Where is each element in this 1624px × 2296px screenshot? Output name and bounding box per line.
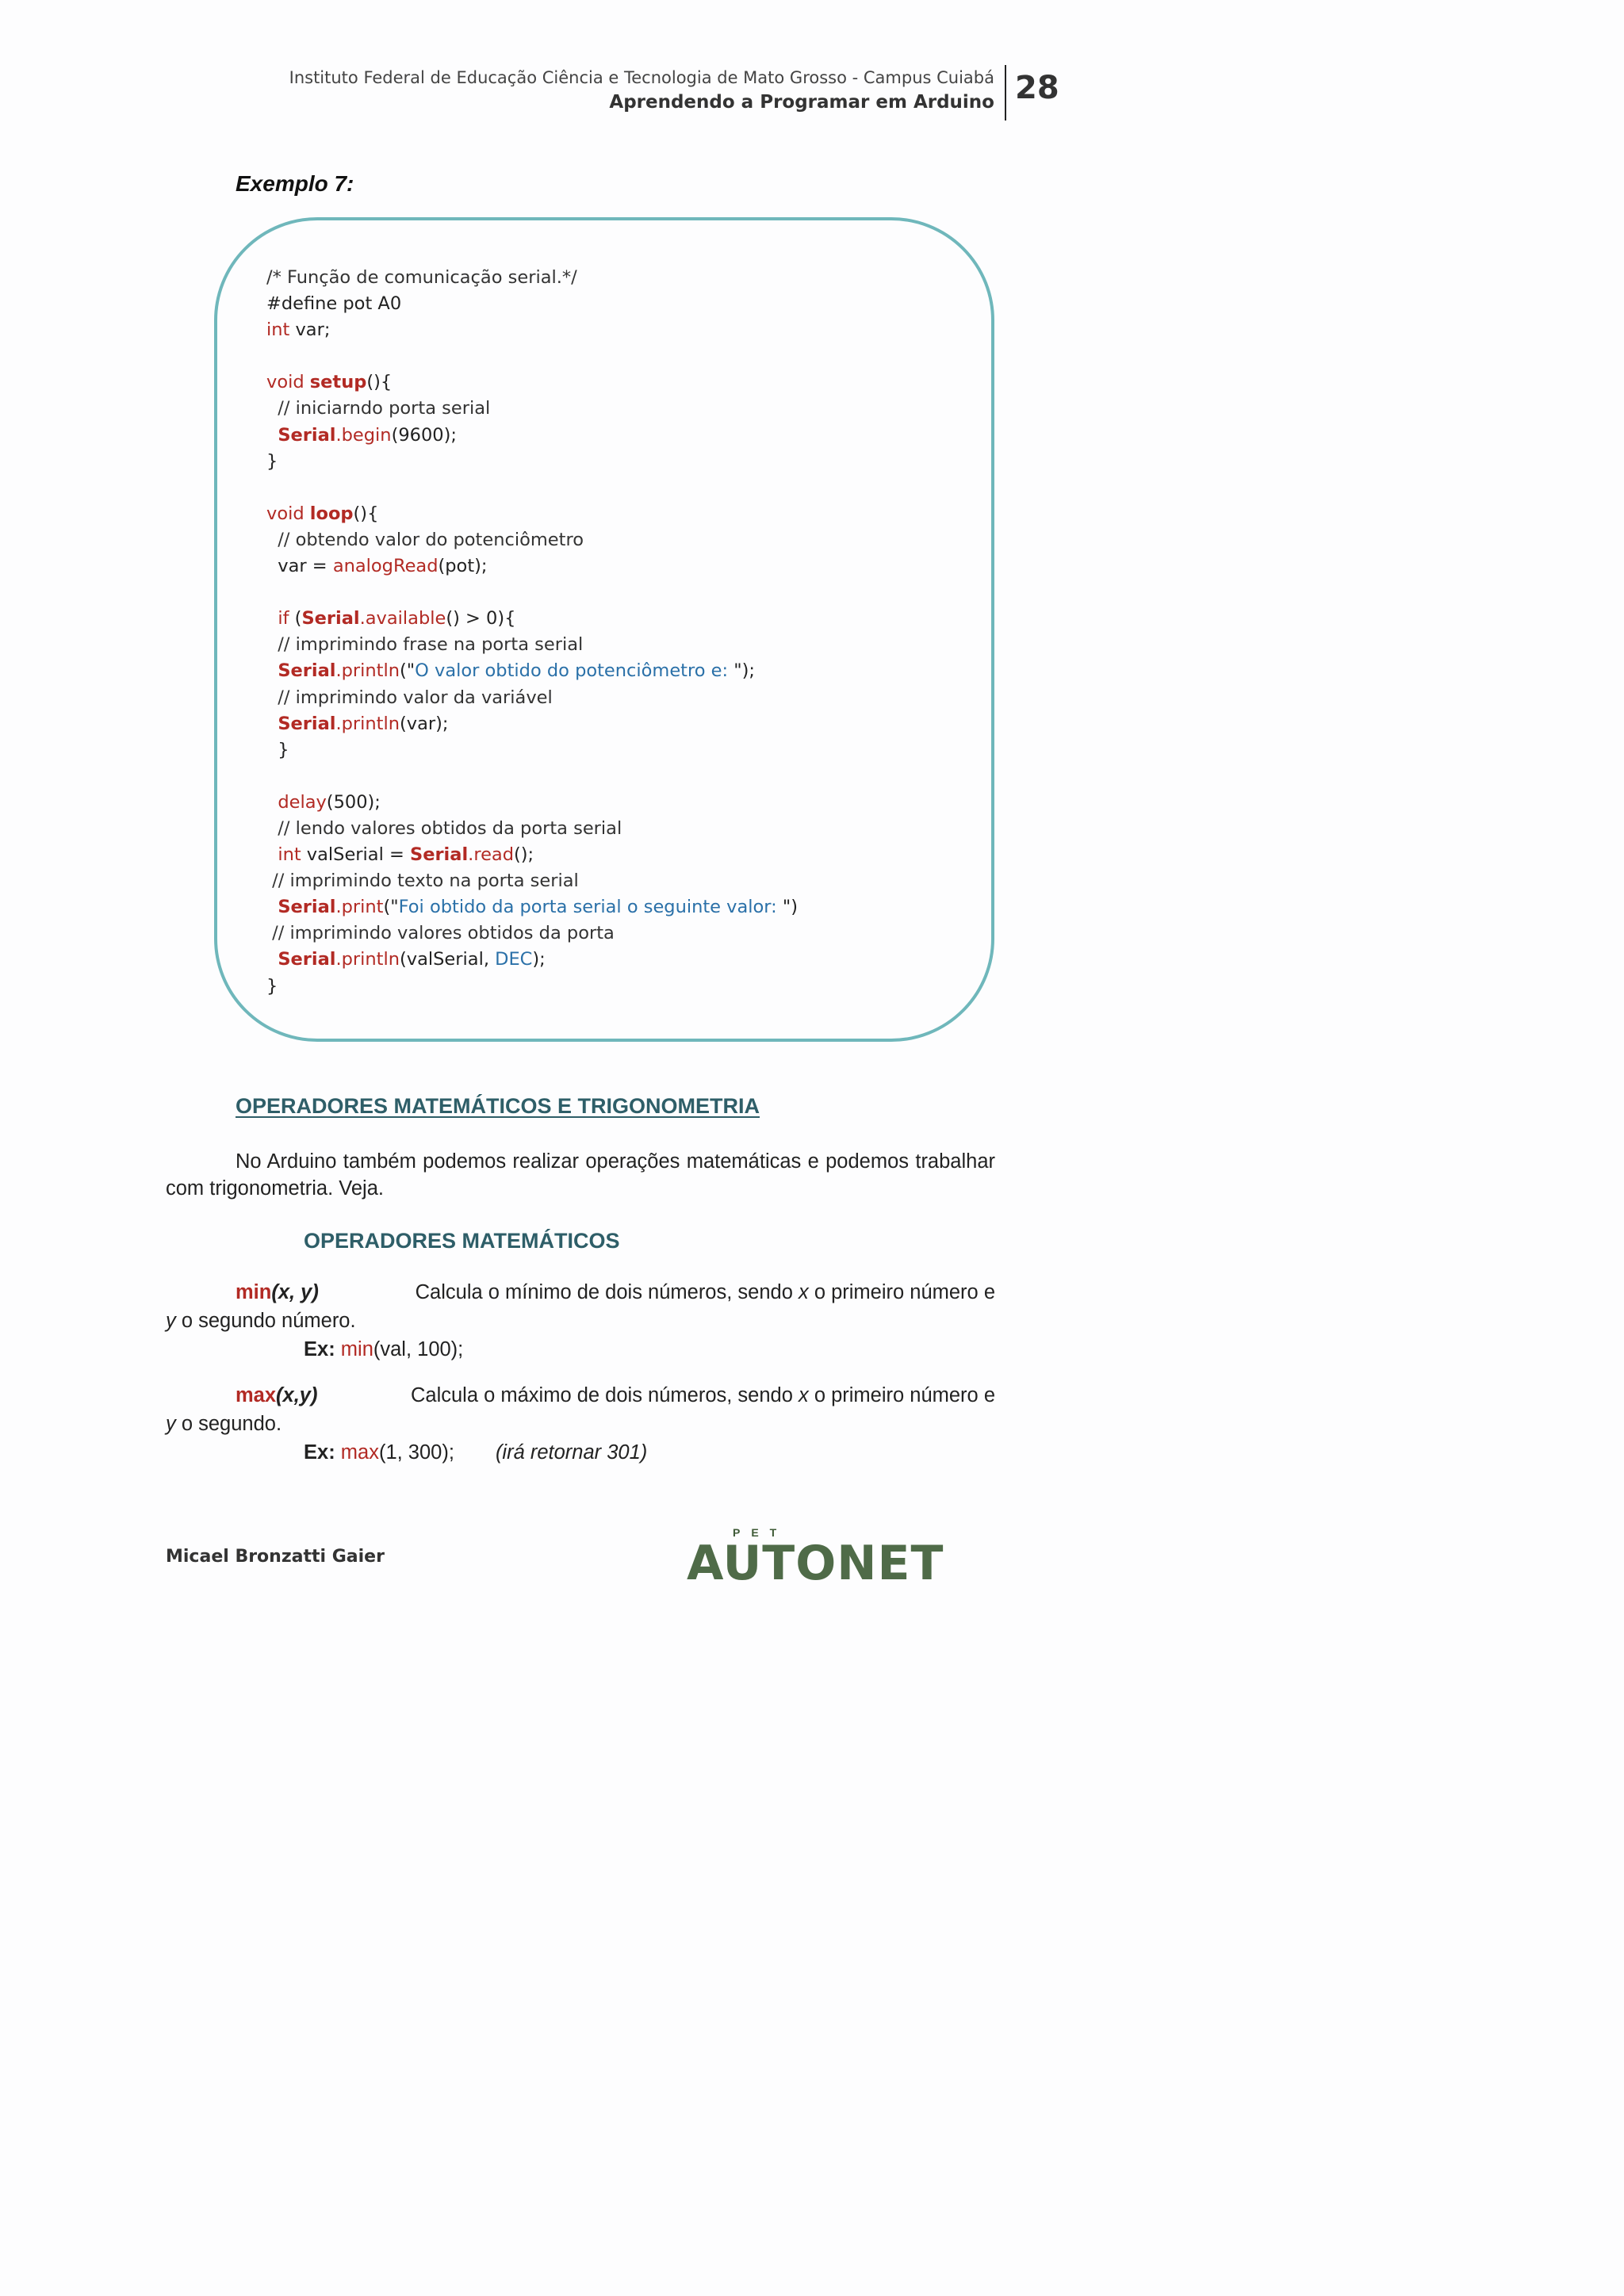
code-token: Foi obtido da porta serial o seguinte valor:	[398, 897, 783, 918]
operator-min-continuation	[166, 1307, 995, 1335]
code-token: ("	[400, 660, 416, 682]
code-token: (9600);	[391, 424, 457, 446]
operator-max-desc-b: o primeiro número e	[808, 1384, 995, 1406]
operator-max-ex-note: (irá retornar 301)	[495, 1441, 648, 1464]
code-token: }	[266, 975, 278, 997]
operator-min-args: (x, y)	[271, 1281, 319, 1303]
operator-min	[166, 1278, 995, 1364]
code-line	[266, 265, 980, 291]
code-token: valSerial =	[301, 844, 410, 866]
code-line	[266, 553, 980, 580]
code-token: .begin	[335, 424, 392, 446]
operator-min-head	[166, 1278, 995, 1307]
code-line	[266, 842, 980, 868]
code-line	[266, 449, 980, 475]
code-token: setup	[309, 372, 367, 393]
page-number: 28	[1015, 70, 1059, 106]
code-token: .println	[335, 949, 400, 970]
operator-max-description	[411, 1381, 995, 1410]
code-token	[266, 660, 278, 681]
code-token: // iniciarndo porta serial	[266, 398, 491, 419]
code-token: int	[266, 320, 290, 341]
operator-max	[166, 1381, 995, 1467]
code-line	[266, 790, 980, 816]
code-token: var =	[266, 556, 333, 577]
code-token: ");	[733, 660, 755, 682]
code-token: Serial	[410, 844, 469, 866]
code-line	[266, 974, 980, 1000]
code-token: DEC	[495, 949, 533, 970]
code-line	[266, 291, 980, 317]
code-line	[266, 423, 980, 449]
operator-max-signature	[236, 1381, 317, 1410]
operator-min-ex-label: Ex:	[304, 1338, 335, 1360]
code-token	[266, 714, 278, 734]
code-token: // imprimindo valor da variável	[266, 687, 553, 708]
code-token: void	[266, 503, 310, 524]
operator-min-desc-a: Calcula o mínimo de dois números, sendo	[415, 1281, 799, 1303]
code-line	[266, 606, 980, 632]
code-line	[266, 527, 980, 553]
code-token: (pot);	[438, 556, 488, 577]
code-token	[266, 608, 278, 629]
code-token: }	[266, 739, 289, 760]
code-token: Serial	[278, 713, 336, 734]
code-token: // lendo valores obtidos da porta serial	[266, 817, 622, 839]
operator-min-ex-args: (val, 100);	[373, 1338, 464, 1360]
code-token	[266, 792, 278, 813]
code-line	[266, 816, 980, 842]
code-line	[266, 685, 980, 711]
subsection-title: OPERADORES MATEMÁTICOS	[304, 1229, 620, 1253]
code-token: int	[278, 844, 301, 866]
code-line	[266, 711, 980, 737]
operator-max-ex-fn: max	[340, 1441, 379, 1464]
code-line	[266, 343, 980, 369]
code-token: if	[278, 608, 289, 629]
logo-pet-text: PET	[733, 1526, 788, 1539]
code-token: Serial	[278, 897, 336, 918]
code-token: .println	[335, 660, 400, 682]
code-token: (){	[353, 503, 379, 524]
code-token: var;	[289, 320, 331, 341]
footer-author: Micael Bronzatti Gaier	[166, 1547, 385, 1567]
code-token: // obtendo valor do potenciômetro	[266, 529, 584, 550]
code-token: (){	[366, 372, 393, 393]
code-token: ")	[782, 897, 799, 918]
operator-max-example	[166, 1438, 995, 1467]
code-token: Serial	[278, 424, 336, 446]
code-line	[266, 763, 980, 790]
code-line	[266, 947, 980, 973]
code-token: (500);	[326, 791, 381, 813]
code-listing	[266, 265, 980, 1000]
code-token: }	[266, 450, 278, 472]
code-token: ();	[514, 844, 534, 866]
code-token: Serial	[278, 660, 336, 682]
example-title: Exemplo 7:	[236, 171, 354, 196]
code-token: ("	[383, 897, 399, 918]
code-token: Serial	[278, 949, 336, 970]
code-line	[266, 317, 980, 343]
operator-min-cont-rest: o segundo número.	[175, 1310, 356, 1332]
operator-max-args: (x,y)	[276, 1384, 318, 1406]
code-token: () > 0){	[446, 608, 516, 629]
code-token: analogRead	[332, 556, 439, 577]
operator-min-desc-b: o primeiro número e	[808, 1281, 995, 1303]
code-line	[266, 658, 980, 684]
code-token: .println	[335, 713, 400, 734]
code-token: // imprimindo valores obtidos da porta	[266, 923, 615, 944]
code-line	[266, 501, 980, 527]
code-line	[266, 396, 980, 422]
operator-min-signature	[236, 1278, 319, 1307]
operator-min-description	[416, 1278, 995, 1307]
header-institution: Instituto Federal de Educação Ciência e Tecnologia de Mato Grosso - Campus Cuiabá	[289, 68, 994, 87]
code-token	[266, 844, 278, 865]
header-book-title: Aprendendo a Programar em Arduino	[609, 92, 994, 113]
logo-main-text: AUTONET	[687, 1536, 944, 1591]
code-token: .available	[359, 608, 446, 629]
code-token: .read	[468, 844, 514, 866]
operator-min-name: min	[236, 1281, 272, 1303]
code-token: loop	[309, 503, 354, 524]
operator-max-cont-rest: o segundo.	[175, 1413, 282, 1435]
operator-min-ex-fn: min	[340, 1338, 373, 1360]
operator-min-cont-y: y	[166, 1310, 176, 1332]
operator-min-desc-x: x	[798, 1281, 809, 1303]
operator-max-desc-a: Calcula o máximo de dois números, sendo	[410, 1384, 799, 1406]
operator-max-continuation	[166, 1410, 995, 1438]
operator-max-desc-x: x	[798, 1384, 809, 1406]
code-token: );	[532, 949, 546, 970]
code-token: (valSerial,	[400, 949, 496, 970]
code-line	[266, 920, 980, 947]
autonet-logo	[687, 1526, 944, 1591]
header-divider	[1005, 65, 1006, 121]
operator-max-ex-label: Ex:	[304, 1441, 335, 1464]
code-token	[266, 949, 278, 970]
operator-min-example	[166, 1335, 995, 1364]
code-token: (	[289, 608, 302, 629]
code-token: O valor obtido do potenciômetro e:	[415, 660, 734, 682]
operator-max-name: max	[236, 1384, 277, 1406]
code-line	[266, 580, 980, 606]
code-line	[266, 868, 980, 894]
code-token: // imprimindo texto na porta serial	[266, 871, 579, 892]
operator-max-head	[166, 1381, 995, 1410]
operator-max-cont-y: y	[166, 1413, 176, 1435]
code-token: #define pot A0	[266, 293, 402, 315]
code-token	[266, 897, 278, 917]
code-line	[266, 475, 980, 501]
section-paragraph: No Arduino também podemos realizar operações matemáticas e podemos trabalhar com trigonometria. Veja.	[166, 1150, 995, 1200]
code-token: void	[266, 372, 310, 393]
code-line	[266, 632, 980, 658]
code-token: Serial	[301, 608, 360, 629]
code-line	[266, 894, 980, 920]
code-line	[266, 737, 980, 763]
operator-max-ex-args: (1, 300);	[378, 1441, 454, 1464]
section-title: OPERADORES MATEMÁTICOS E TRIGONOMETRIA	[236, 1094, 760, 1118]
code-token: // imprimindo frase na porta serial	[266, 634, 584, 656]
code-token: (var);	[400, 713, 449, 734]
code-token: .print	[335, 897, 384, 918]
code-token: /* Função de comunicação serial.*/	[266, 267, 577, 288]
code-line	[266, 369, 980, 396]
code-token: delay	[278, 791, 327, 813]
code-token	[266, 425, 278, 446]
